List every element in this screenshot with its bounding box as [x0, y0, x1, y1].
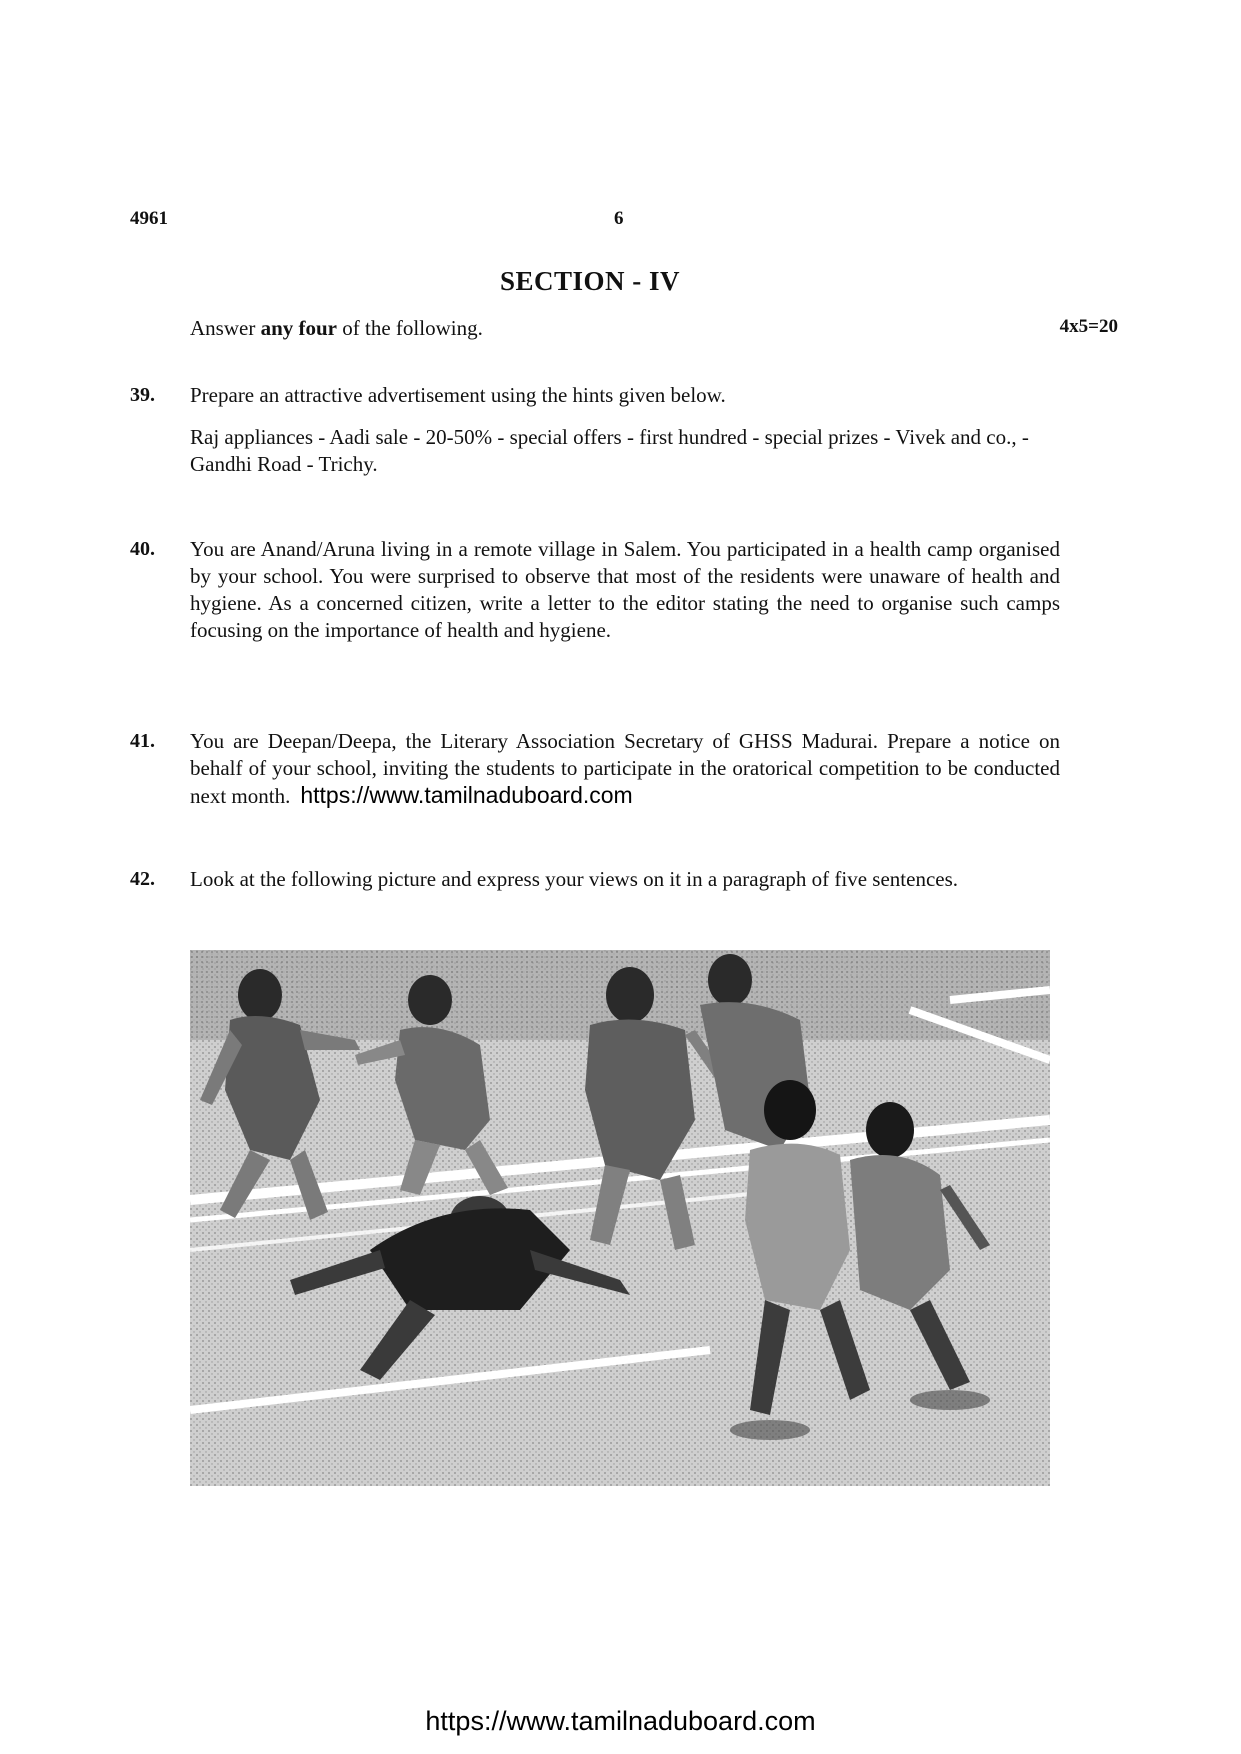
page-number: 6 [614, 208, 624, 229]
question-text-41 [190, 728, 1060, 810]
question-text-40: You are Anand/Aruna living in a remote village in Salem. You participated in a health camp organised by your school. You were surprised to observe that most of the residents were unaware of health and hygiene. As a concerned citizen, write a letter to the editor stating the need to organise such camps focusing on the importance of health and hygiene. [190, 537, 1060, 642]
inline-watermark-link[interactable]: https://www.tamilnaduboard.com [300, 782, 633, 808]
question-number-42: 42. [130, 868, 155, 890]
footer-watermark-link[interactable]: https://www.tamilnaduboard.com [425, 1706, 816, 1736]
paper-code: 4961 [130, 208, 168, 229]
kabaddi-photo-art [190, 950, 1050, 1486]
section-marks: 4x5=20 [1059, 316, 1118, 337]
question-text-42: Look at the following picture and express your views on it in a paragraph of five sentences. [190, 867, 959, 891]
instruction-suffix: of the following. [337, 316, 483, 340]
question-number-41: 41. [130, 730, 155, 752]
kabaddi-photo [190, 950, 1050, 1486]
question-text-41-body: You are Deepan/Deepa, the Literary Association Secretary of GHSS Madurai. Prepare a notice on behalf of your school, inviting the students to participate in the oratorical competition to be conducted next month. [190, 729, 1060, 808]
question-number-39: 39. [130, 384, 155, 406]
question-text-39: Prepare an attractive advertisement using the hints given below. [190, 383, 726, 407]
question-hints-39: Raj appliances - Aadi sale - 20-50% - special offers - first hundred - special prizes - Vivek and co., - Gandhi Road - Trichy. [190, 425, 1029, 476]
question-number-40: 40. [130, 538, 155, 560]
section-instruction [190, 316, 483, 341]
section-title: SECTION - IV [499, 266, 681, 296]
instruction-bold: any four [260, 316, 338, 340]
instruction-prefix: Answer [190, 316, 261, 340]
